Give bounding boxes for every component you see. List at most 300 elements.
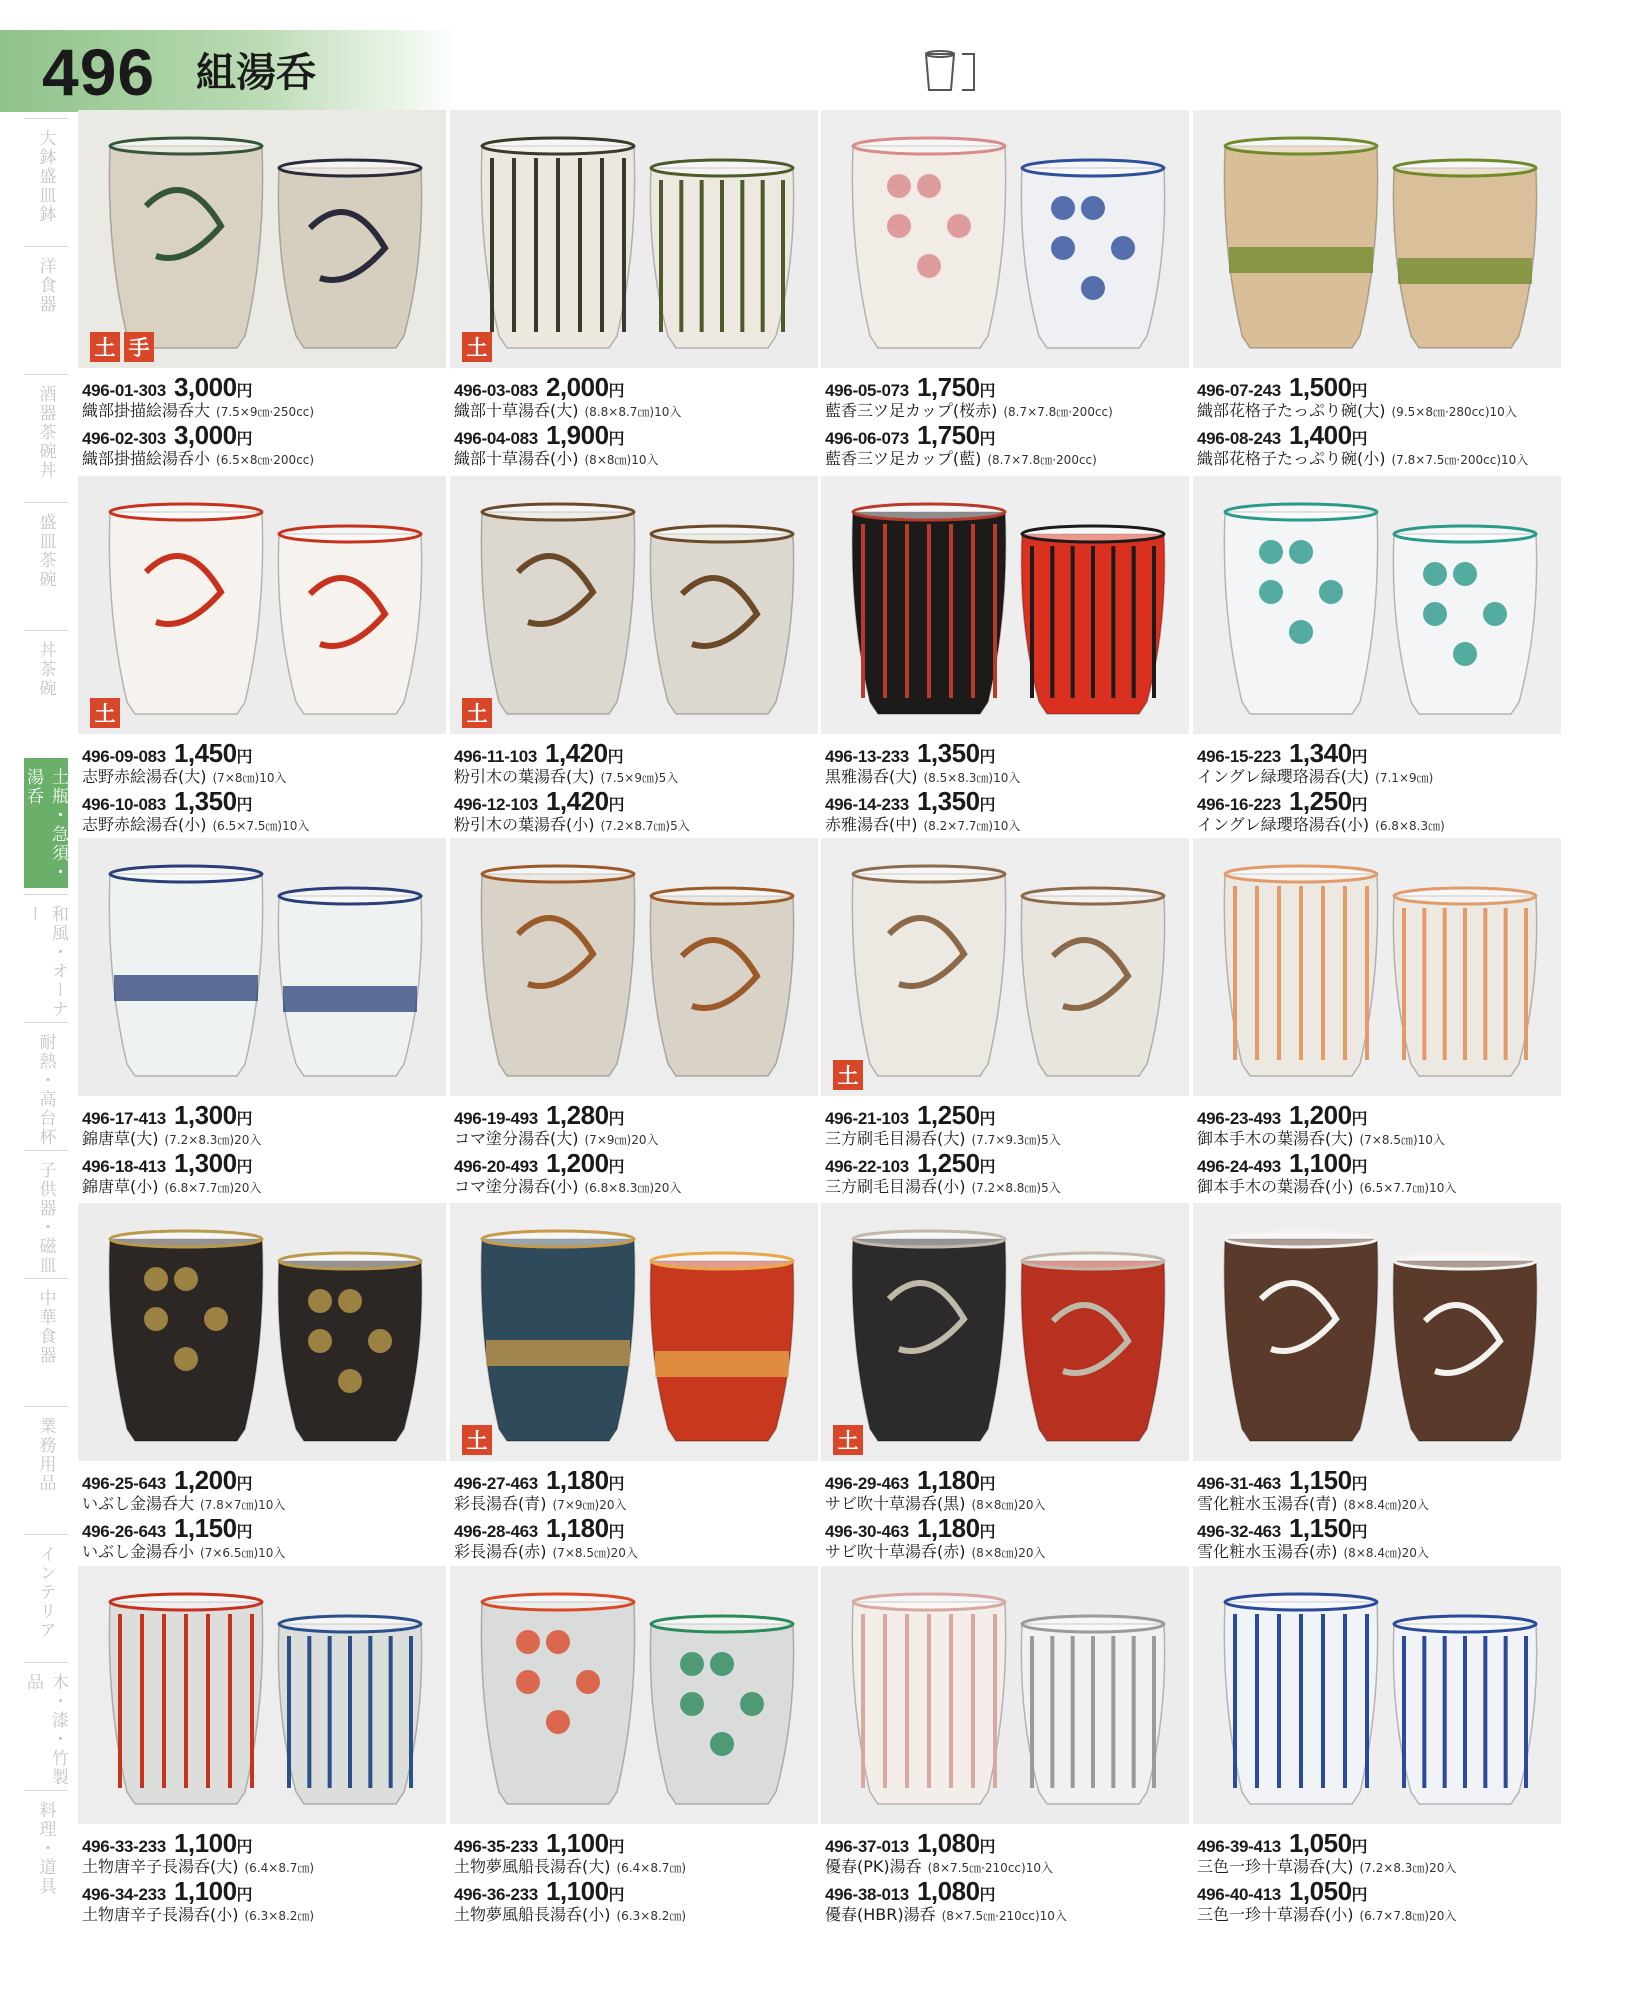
sidebar-tab[interactable] (24, 1150, 68, 1278)
name-spec-row (1197, 766, 1561, 788)
yen-unit: 円 (979, 1157, 996, 1176)
code-price-row (82, 1467, 446, 1493)
product-name: 御本手木の葉湯呑(小) (1197, 1177, 1354, 1196)
product-code: 496-34-233 (82, 1885, 166, 1904)
product-photo[interactable] (450, 838, 818, 1096)
code-price-row (454, 1515, 818, 1541)
product-code: 496-09-083 (82, 747, 166, 766)
product-spec: (8.5×8.3㎝)10入 (923, 771, 1021, 785)
code-price-row (454, 422, 818, 448)
product-price: 1,420 (545, 738, 608, 768)
product-name: 黒雅湯呑(大) (825, 767, 918, 786)
cup-small (278, 160, 421, 348)
code-price-row (454, 1150, 818, 1176)
sidebar-tab[interactable] (24, 246, 68, 374)
product-photo[interactable] (821, 1203, 1189, 1461)
page-number: 496 (42, 35, 156, 109)
sidebar-tab-label: 業務用品 (35, 1417, 56, 1493)
product-info (454, 1102, 818, 1198)
name-spec-row (82, 1904, 446, 1926)
sidebar-tab[interactable] (24, 1790, 68, 1918)
product-code: 496-13-233 (825, 747, 909, 766)
cup-large (852, 1594, 1005, 1804)
sidebar-tab-label: 盛皿茶碗 (35, 513, 56, 589)
product-name: 織部十草湯呑(小) (454, 449, 579, 468)
name-spec-row (1197, 448, 1561, 470)
cup-small (278, 526, 421, 714)
product-price: 1,340 (1288, 738, 1352, 768)
cup-small (1021, 526, 1164, 714)
name-spec-row (454, 1176, 818, 1198)
product-name: 錦唐草(小) (82, 1177, 159, 1196)
cup-small (1393, 888, 1536, 1076)
product-card[interactable] (78, 476, 446, 844)
product-code: 496-24-493 (1197, 1157, 1281, 1176)
cup-small (650, 1253, 793, 1441)
cup-pair-illustration (78, 476, 446, 734)
product-info (1197, 1467, 1561, 1563)
yen-unit: 円 (979, 381, 996, 400)
yen-unit: 円 (1351, 381, 1368, 400)
name-spec-row (825, 814, 1189, 836)
product-name: 織部十草湯呑(大) (454, 401, 579, 420)
product-card[interactable] (1193, 476, 1561, 844)
cup-small (278, 1253, 421, 1441)
sidebar-tab[interactable] (24, 1022, 68, 1150)
product-name: 志野赤絵湯呑(小) (82, 815, 207, 834)
sidebar-tab[interactable] (24, 1278, 68, 1406)
sidebar-tab-label: 和風・オーナー (23, 905, 68, 1019)
product-code: 496-39-413 (1197, 1837, 1281, 1856)
code-price-row (1197, 374, 1561, 400)
code-price-row (82, 1878, 446, 1904)
material-badge: 土 (90, 332, 120, 362)
product-price: 1,450 (173, 738, 237, 768)
yen-unit: 円 (979, 1522, 996, 1541)
cup-small (650, 160, 793, 348)
material-badge: 土 (833, 1425, 863, 1455)
cup-pair-illustration (1193, 110, 1561, 368)
yen-unit: 円 (1351, 795, 1368, 814)
product-info (82, 1467, 446, 1563)
product-card[interactable] (1193, 110, 1561, 478)
name-spec-row (82, 766, 446, 788)
yen-unit: 円 (979, 1474, 996, 1493)
product-price: 1,150 (1288, 1465, 1352, 1495)
code-price-row (825, 1102, 1189, 1128)
product-price: 1,050 (1288, 1828, 1352, 1858)
sidebar-tab[interactable] (24, 1534, 68, 1662)
sidebar-tab[interactable] (24, 1406, 68, 1534)
sidebar-tab[interactable] (24, 758, 68, 888)
product-name: イングレ緑瓔珞湯呑(小) (1197, 815, 1370, 834)
product-code: 496-17-413 (82, 1109, 166, 1128)
product-spec: (8×8㎝)10入 (584, 453, 659, 467)
product-spec: (7×8.5㎝)20入 (552, 1546, 638, 1560)
yen-unit: 円 (608, 1109, 625, 1128)
product-info (454, 740, 818, 836)
material-badge: 手 (124, 332, 154, 362)
product-info (82, 1830, 446, 1926)
code-price-row (825, 374, 1189, 400)
product-name: 雪化粧水玉湯呑(赤) (1197, 1542, 1338, 1561)
product-card[interactable] (1193, 1566, 1561, 1934)
product-price: 1,100 (173, 1828, 237, 1858)
cup-large (852, 138, 1005, 348)
product-code: 496-01-303 (82, 381, 166, 400)
cup-small (278, 888, 421, 1076)
cup-small (1393, 526, 1536, 714)
name-spec-row (454, 1128, 818, 1150)
name-spec-row (825, 400, 1189, 422)
sidebar-tab[interactable] (24, 630, 68, 758)
badge-group (462, 332, 492, 362)
yen-unit: 円 (1351, 1522, 1368, 1541)
product-photo[interactable] (1193, 838, 1561, 1096)
code-price-row (82, 374, 446, 400)
material-badge: 土 (90, 698, 120, 728)
product-price: 1,050 (1288, 1876, 1352, 1906)
sidebar-tab-label: 土瓶・急須・湯呑 (23, 768, 68, 882)
cup-large (481, 866, 634, 1076)
product-photo[interactable] (450, 1566, 818, 1824)
name-spec-row (825, 1176, 1189, 1198)
yen-unit: 円 (236, 1837, 253, 1856)
cup-large (109, 1594, 262, 1804)
product-info (82, 740, 446, 836)
product-name: 土物唐辛子長湯呑(大) (82, 1857, 239, 1876)
badge-group (833, 1425, 863, 1455)
product-code: 496-28-463 (454, 1522, 538, 1541)
product-spec: (7×9㎝)20入 (552, 1498, 627, 1512)
product-name: 織部掛描絵湯呑大 (82, 401, 211, 420)
product-info (454, 1830, 818, 1926)
product-info (454, 1467, 818, 1563)
yen-unit: 円 (1351, 747, 1368, 766)
name-spec-row (82, 1541, 446, 1563)
product-info (1197, 740, 1561, 836)
product-spec: (7.2×8.8㎝)5入 (971, 1181, 1061, 1195)
product-card[interactable] (450, 110, 818, 478)
name-spec-row (825, 1493, 1189, 1515)
product-spec: (7×6.5㎝)10入 (200, 1546, 286, 1560)
cup-large (852, 504, 1005, 714)
name-spec-row (454, 1856, 818, 1878)
product-code: 496-03-083 (454, 381, 538, 400)
product-photo[interactable] (450, 476, 818, 734)
name-spec-row (1197, 1128, 1561, 1150)
product-price: 1,250 (1288, 786, 1352, 816)
sidebar-tab-label: 子供器・磁皿 (35, 1161, 56, 1275)
product-code: 496-40-413 (1197, 1885, 1281, 1904)
yen-unit: 円 (1351, 1885, 1368, 1904)
product-photo[interactable] (78, 1566, 446, 1824)
product-spec: (6.8×7.7㎝)20入 (164, 1181, 262, 1195)
yen-unit: 円 (236, 381, 253, 400)
product-photo[interactable] (78, 1203, 446, 1461)
cup-small (650, 888, 793, 1076)
name-spec-row (825, 1904, 1189, 1926)
product-name: 土物夢風船長湯呑(大) (454, 1857, 611, 1876)
cup-pair-illustration (450, 110, 818, 368)
product-photo[interactable] (821, 476, 1189, 734)
product-price: 1,080 (916, 1828, 980, 1858)
product-code: 496-12-103 (454, 795, 538, 814)
product-card[interactable] (78, 838, 446, 1206)
yen-unit: 円 (236, 1885, 253, 1904)
name-spec-row (454, 448, 818, 470)
yen-unit: 円 (236, 429, 253, 448)
code-price-row (1197, 1150, 1561, 1176)
product-price: 1,350 (916, 786, 980, 816)
product-spec: (8×8.4㎝)20入 (1343, 1498, 1429, 1512)
sidebar-tab-label: 料理・道具 (35, 1801, 56, 1896)
name-spec-row (1197, 1904, 1561, 1926)
name-spec-row (1197, 1541, 1561, 1563)
yen-unit: 円 (1351, 1837, 1368, 1856)
cup-large (109, 138, 262, 348)
product-name: 御本手木の葉湯呑(大) (1197, 1129, 1354, 1148)
cup-large (852, 866, 1005, 1076)
yen-unit: 円 (979, 747, 996, 766)
cup-small (1021, 888, 1164, 1076)
product-photo[interactable] (821, 838, 1189, 1096)
badge-group (90, 332, 154, 362)
cup-pair-illustration (1193, 1566, 1561, 1824)
name-spec-row (82, 1176, 446, 1198)
product-info (825, 1102, 1189, 1198)
product-card[interactable] (821, 476, 1189, 844)
sidebar-tab-label: 洋食器 (35, 257, 56, 314)
cup-small (1021, 1253, 1164, 1441)
product-price: 1,750 (916, 372, 980, 402)
yen-unit: 円 (608, 381, 625, 400)
product-card[interactable] (821, 1566, 1189, 1934)
product-name: 藍香三ツ足カップ(桜赤) (825, 401, 998, 420)
sidebar-tab[interactable] (24, 118, 68, 246)
cup-pair-illustration (1193, 1203, 1561, 1461)
product-photo[interactable] (78, 110, 446, 368)
category-sidebar (0, 118, 70, 1998)
product-price: 1,750 (916, 420, 980, 450)
yen-unit: 円 (236, 1109, 253, 1128)
yen-unit: 円 (979, 1109, 996, 1128)
product-card[interactable] (450, 476, 818, 844)
yen-unit: 円 (1351, 429, 1368, 448)
product-price: 1,100 (545, 1876, 609, 1906)
product-spec: (7.2×8.3㎝)20入 (1359, 1861, 1457, 1875)
code-price-row (454, 1102, 818, 1128)
product-spec: (7×8㎝)10入 (212, 771, 287, 785)
product-price: 1,280 (545, 1100, 609, 1130)
yen-unit: 円 (979, 1837, 996, 1856)
product-code: 496-37-013 (825, 1837, 909, 1856)
product-spec: (6.3×8.2㎝) (616, 1909, 687, 1923)
product-name: 粉引木の葉湯呑(大) (454, 767, 595, 786)
product-name: 粉引木の葉湯呑(小) (454, 815, 595, 834)
product-code: 496-32-463 (1197, 1522, 1281, 1541)
sidebar-tab-label: 中華食器 (35, 1289, 56, 1365)
sidebar-tab-label: インテリア (35, 1545, 56, 1640)
cup-small (1393, 160, 1536, 348)
product-name: いぶし金湯呑小 (82, 1542, 195, 1561)
code-price-row (825, 1150, 1189, 1176)
cup-large (481, 138, 634, 348)
yen-unit: 円 (608, 1474, 625, 1493)
code-price-row (825, 422, 1189, 448)
product-info (825, 740, 1189, 836)
yen-unit: 円 (1351, 1474, 1368, 1493)
product-card[interactable] (450, 1203, 818, 1571)
product-photo[interactable] (450, 110, 818, 368)
cup-pair-illustration (78, 1566, 446, 1824)
cup-large (481, 1231, 634, 1441)
product-card[interactable] (821, 1203, 1189, 1571)
yen-unit: 円 (608, 1522, 625, 1541)
product-photo[interactable] (1193, 1203, 1561, 1461)
product-price: 1,200 (545, 1148, 609, 1178)
product-code: 496-30-463 (825, 1522, 909, 1541)
cup-small (278, 1616, 421, 1804)
code-price-row (82, 1515, 446, 1541)
product-code: 496-18-413 (82, 1157, 166, 1176)
product-card[interactable] (821, 838, 1189, 1206)
product-info (1197, 1102, 1561, 1198)
name-spec-row (1197, 1856, 1561, 1878)
product-photo[interactable] (821, 1566, 1189, 1824)
product-card[interactable] (78, 110, 446, 478)
yen-unit: 円 (236, 747, 253, 766)
product-photo[interactable] (78, 476, 446, 734)
code-price-row (454, 788, 818, 814)
product-price: 3,000 (173, 420, 237, 450)
material-badge: 土 (462, 1425, 492, 1455)
name-spec-row (82, 1128, 446, 1150)
sidebar-tab[interactable] (24, 374, 68, 502)
cup-pair-illustration (1193, 838, 1561, 1096)
product-code: 496-19-493 (454, 1109, 538, 1128)
cup-pair-illustration (450, 838, 818, 1096)
product-code: 496-26-643 (82, 1522, 166, 1541)
product-spec: (6.7×7.8㎝)20入 (1359, 1909, 1457, 1923)
product-code: 496-07-243 (1197, 381, 1281, 400)
product-code: 496-35-233 (454, 1837, 538, 1856)
cup-small (1021, 160, 1164, 348)
cup-pair-illustration (450, 1203, 818, 1461)
product-spec: (7.1×9㎝) (1375, 771, 1434, 785)
product-name: 織部掛描絵湯呑小 (82, 449, 211, 468)
product-code: 496-29-463 (825, 1474, 909, 1493)
cup-pair-illustration (821, 476, 1189, 734)
product-photo[interactable] (821, 110, 1189, 368)
name-spec-row (1197, 1176, 1561, 1198)
product-card[interactable] (821, 110, 1189, 478)
product-price: 1,100 (1288, 1148, 1352, 1178)
product-card[interactable] (1193, 838, 1561, 1206)
name-spec-row (1197, 400, 1561, 422)
product-name: 錦唐草(大) (82, 1129, 159, 1148)
product-price: 1,180 (545, 1465, 609, 1495)
product-price: 3,000 (173, 372, 237, 402)
code-price-row (1197, 1515, 1561, 1541)
product-photo[interactable] (1193, 110, 1561, 368)
yen-unit: 円 (608, 795, 625, 814)
yen-unit: 円 (608, 1837, 625, 1856)
product-spec: (7.2×8.7㎝)5入 (600, 819, 690, 833)
product-price: 1,300 (173, 1100, 237, 1130)
product-photo[interactable] (1193, 476, 1561, 734)
cup-pair-illustration (78, 110, 446, 368)
product-code: 496-06-073 (825, 429, 909, 448)
product-code: 496-10-083 (82, 795, 166, 814)
product-spec: (6.8×8.3㎝)20入 (584, 1181, 682, 1195)
product-price: 1,180 (916, 1465, 980, 1495)
sidebar-tab-label: 丼茶碗 (35, 641, 56, 698)
code-price-row (1197, 788, 1561, 814)
product-card[interactable] (78, 1203, 446, 1571)
cup-pair-illustration (821, 838, 1189, 1096)
code-price-row (454, 374, 818, 400)
product-spec: (6.5×8㎝·200cc) (216, 453, 315, 467)
sidebar-tab[interactable] (24, 1662, 68, 1790)
code-price-row (1197, 740, 1561, 766)
code-price-row (82, 1102, 446, 1128)
name-spec-row (82, 814, 446, 836)
code-price-row (454, 1830, 818, 1856)
product-photo[interactable] (78, 838, 446, 1096)
product-info (1197, 1830, 1561, 1926)
cup-large (109, 1231, 262, 1441)
product-price: 1,350 (916, 738, 980, 768)
product-card[interactable] (450, 1566, 818, 1934)
cup-pair-illustration (78, 1203, 446, 1461)
code-price-row (1197, 1102, 1561, 1128)
material-badge: 土 (833, 1060, 863, 1090)
product-photo[interactable] (1193, 1566, 1561, 1824)
code-price-row (825, 1467, 1189, 1493)
code-price-row (82, 1830, 446, 1856)
yen-unit: 円 (979, 795, 996, 814)
cup-icon (922, 50, 978, 94)
product-price: 1,100 (173, 1876, 237, 1906)
product-card[interactable] (450, 838, 818, 1206)
product-photo[interactable] (450, 1203, 818, 1461)
product-name: サビ吹十草湯呑(赤) (825, 1542, 966, 1561)
product-price: 1,180 (545, 1513, 609, 1543)
cup-large (481, 504, 634, 714)
product-card[interactable] (78, 1566, 446, 1934)
sidebar-tab[interactable] (24, 502, 68, 630)
product-name: いぶし金湯呑大 (82, 1494, 195, 1513)
name-spec-row (82, 448, 446, 470)
product-card[interactable] (1193, 1203, 1561, 1571)
product-code: 496-08-243 (1197, 429, 1281, 448)
product-spec: (8×8㎝)20入 (971, 1498, 1046, 1512)
product-spec: (9.5×8㎝·280cc)10入 (1391, 405, 1517, 419)
product-name: コマ塗分湯呑(大) (454, 1129, 579, 1148)
product-name: イングレ緑瓔珞湯呑(大) (1197, 767, 1370, 786)
product-price: 1,250 (916, 1148, 980, 1178)
sidebar-tab[interactable] (24, 894, 68, 1022)
name-spec-row (1197, 1493, 1561, 1515)
name-spec-row (825, 1856, 1189, 1878)
product-spec: (8.7×7.8㎝·200cc) (1003, 405, 1113, 419)
product-name: 志野赤絵湯呑(大) (82, 767, 207, 786)
product-spec: (7.5×9㎝)5入 (600, 771, 679, 785)
material-badge: 土 (462, 332, 492, 362)
code-price-row (825, 788, 1189, 814)
product-code: 496-23-493 (1197, 1109, 1281, 1128)
